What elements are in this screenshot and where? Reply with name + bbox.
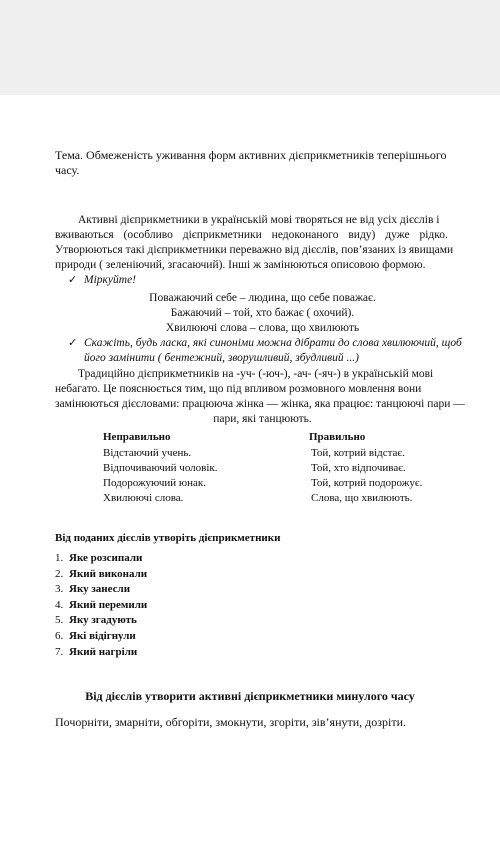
item-number: 2. (55, 567, 64, 580)
wrong-item: Відстаючий учень. (103, 447, 192, 459)
tradition-line-2: небагато. Це пояснюється тим, що під впливом розмовного мовлення вони (55, 383, 422, 395)
right-item: Той, котрий подорожує. (311, 477, 423, 489)
exercise2-text: Почорніти, змарніти, обгоріти, змокнути, згоріти, зів’янути, дозріти. (55, 715, 407, 729)
item-number: 4. (55, 598, 64, 611)
item-number: 7. (55, 645, 64, 658)
item-number: 5. (55, 614, 64, 627)
wrong-item: Хвилюючі слова. (103, 492, 184, 504)
topic-line-2: часу. (55, 163, 80, 177)
list-item (55, 613, 147, 629)
document-page (0, 95, 500, 855)
wrong-item: Подорожуючий юнак. (103, 477, 206, 489)
item-text: Яку занесли (69, 583, 131, 596)
intro-line-4: природи ( зеленіючий, згасаючий). Інші ж замінюються описовою формою. (55, 259, 426, 271)
tradition-line-4: пари, які танцюють. (213, 413, 312, 425)
topic-line-1: Тема. Обмеженість уживання форм активних дієприкметників теперішнього (55, 148, 447, 162)
list-item (55, 582, 147, 598)
example-line: Хвилюючі слова – слова, що хвилюють (165, 322, 360, 334)
list-item (55, 567, 147, 583)
item-number: 6. (55, 629, 64, 642)
think-label: Міркуйте! (84, 274, 136, 286)
item-text: Який виконали (69, 567, 148, 580)
item-number: 1. (55, 552, 64, 564)
right-item: Той, котрий відстає. (311, 447, 405, 459)
list-item (55, 551, 147, 567)
exercise1-list (55, 551, 147, 660)
item-text: Який перемили (69, 598, 148, 611)
item-text: Які відігнули (69, 629, 136, 642)
checkmark-icon: ✓ (68, 337, 78, 349)
wrong-header: Неправильно (103, 431, 171, 443)
checkmark-icon: ✓ (68, 274, 78, 286)
example-line: Поважаючий себе – людина, що себе поважає. (149, 292, 376, 304)
tradition-line-3: замінюються дієсловами: працююча жінка — жінка, яка працює: танцюючі пари — (55, 398, 465, 410)
synonyms-task-line-2: його замінити ( бентежний, зворушливий, збудливий ...) (84, 352, 359, 364)
item-text: Який нагріли (69, 645, 138, 658)
item-number: 3. (55, 583, 64, 596)
list-item (55, 645, 147, 661)
item-text: Яку згадують (69, 614, 137, 627)
intro-line-2: вживаються (особливо дієприкметники недоконаного виду) дуже рідко. (55, 229, 448, 241)
intro-line-3: Утворюються такі дієприкметники переважно від дієслів, пов’язаних із явищами (55, 244, 454, 256)
wrong-item: Відпочиваючий чоловік. (103, 462, 218, 474)
list-item (55, 598, 147, 614)
exercise1-title: Від поданих дієслів утворіть дієприкметники (55, 532, 281, 544)
intro-line-1: Активні дієприкметники в українській мові творяться не від усіх дієслів і (78, 214, 440, 226)
exercise2-title: Від дієслів утворити активні дієприкметники минулого часу (85, 689, 415, 703)
right-item: Слова, що хвилюють. (311, 492, 413, 504)
synonyms-task-line-1: Скажіть, будь ласка, які синоніми можна дібрати до слова хвилюючий, щоб (84, 337, 462, 349)
tradition-line-1: Традиційно дієприкметників на -уч- (-юч-), -ач- (-яч-) в українській мові (78, 368, 434, 380)
example-line: Бажаючий – той, хто бажає ( охочий). (170, 307, 355, 319)
right-header: Правильно (309, 431, 366, 443)
top-background (0, 0, 500, 95)
right-item: Той, хто відпочиває. (311, 462, 406, 474)
item-text: Яке розсипали (69, 552, 143, 564)
list-item (55, 629, 147, 645)
